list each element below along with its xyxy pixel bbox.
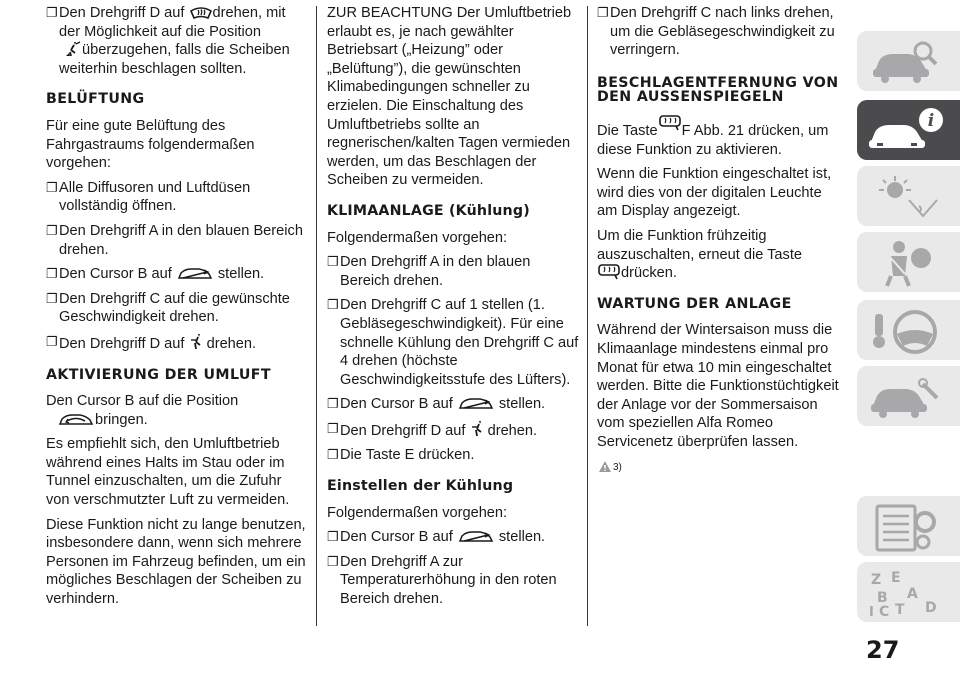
index-letter-t: T: [895, 602, 905, 618]
recirculation-car-icon: [58, 413, 94, 427]
index-letter-b: B: [877, 590, 888, 606]
heading-belueftung: BELÜFTUNG: [46, 91, 145, 108]
list-item: ❐ Den Cursor B auf stellen.: [327, 529, 546, 546]
column-divider-1: [316, 6, 317, 626]
heading-aktivierung-umluft: AKTIVIERUNG DER UMLUFT: [46, 366, 271, 383]
defrost-feet-icon: [65, 41, 81, 57]
list-item: ❐ Den Drehgriff D auf drehen.: [327, 420, 538, 439]
paragraph-wenn-funktion: Wenn die Funktion eingeschaltet ist, wird dies von der digitalen Leuchte am Display angezeigt.: [597, 166, 832, 220]
bullet-box: ❐: [327, 254, 339, 270]
bullet-box: ❐: [46, 333, 58, 349]
bullet-box: ❐: [597, 5, 609, 20]
index-letter-a: A: [907, 586, 918, 602]
list-item: ❐ Den Drehgriff C auf 1 stellen (1. Gebläsegeschwindigkeit). Für eine schnelle Kühlung den Drehgriff C auf 4 drehen (höchste Geschwindigkeitsstufe des Lüfters).: [327, 297, 579, 388]
paragraph-einstellen: Folgendermaßen vorgehen:: [327, 504, 508, 521]
list-item: ❐ Den Drehgriff A in den blauen Bereich drehen.: [46, 222, 303, 258]
list-item: ❐ Den Drehgriff D auf drehen.: [46, 333, 257, 352]
car-info-icon: [865, 106, 949, 156]
bullet-box: ❐: [46, 222, 58, 238]
heading-einstellen-kuehlung: Einstellen der Kühlung: [327, 478, 514, 495]
bullet-box: ❐: [327, 396, 339, 412]
column-2: [327, 4, 579, 615]
paragraph-taste-f: Die Taste F Abb. 21 drücken, um diese Funktion zu aktivieren.: [597, 115, 843, 159]
paragraph-wartung: Während der Wintersaison muss die Klimaanlage mindestens einmal pro Monat für etwa 10 min eingeschaltet werden. Bitte die Funktionstüchtigkeit der Anlage vor der Sommersaison vom speziellen Alfa Romeo Servicenetz überprüfen lassen.: [597, 322, 839, 450]
warning-lights-icon: [865, 172, 945, 222]
paragraph-cursor-position: Den Cursor B auf die Position bringen.: [46, 393, 239, 428]
note-reference: 3): [597, 457, 843, 478]
tab-emergency[interactable]: [857, 366, 960, 426]
heading-beschlagentfernung: BESCHLAGENTFERNUNG VON DEN AUSSENSPIEGELN: [597, 74, 839, 106]
list-item: ❐ Den Cursor B auf stellen.: [46, 266, 265, 283]
alphabetical-index-icon: [865, 568, 949, 620]
fresh-air-car-icon: [458, 530, 494, 544]
list-item: ❐ Die Taste E drücken.: [327, 447, 475, 464]
index-letter-d: D: [925, 600, 937, 616]
mirror-defrost-icon: [598, 264, 620, 280]
index-letter-i: I: [869, 605, 874, 620]
bullet-box: ❐: [46, 290, 58, 306]
warning-triangle-icon: [598, 460, 612, 473]
paragraph-zur-beachtung: ZUR BEACHTUNG Der Umluftbetrieb erlaubt es, je nach gewählter Betriebsart („Heizung” oder „Belüftung”), die gewünschten Klimabedingungen schneller zu erzielen. Die Einschaltung des Umluftbetriebs sollte an regnerischen/kalten Tagen vermieden werden, um das Beschlagen der Scheiben zu vermeiden.: [327, 5, 572, 189]
bullet-box: ❐: [327, 553, 339, 569]
heading-wartung: WARTUNG DER ANLAGE: [597, 295, 792, 312]
list-item: ❐ Den Drehgriff C nach links drehen, um die Gebläsegeschwindigkeit zu verringern.: [597, 5, 835, 59]
windscreen-defrost-icon: [190, 6, 212, 20]
svg-text:i: i: [927, 111, 935, 131]
tab-maintenance[interactable]: [857, 496, 960, 556]
fresh-air-car-icon: [177, 267, 213, 281]
mirror-defrost-icon: [659, 115, 681, 131]
car-breakdown-icon: [865, 372, 945, 422]
paragraph-empfiehlt: Es empfiehlt sich, den Umluftbetrieb während eines Halts im Stau oder im Tunnel einzuschalten, um die Zufuhr von verschmutzter Luft zu vermeiden.: [46, 436, 290, 509]
tab-instruments-info[interactable]: [857, 100, 960, 160]
car-search-icon: [865, 37, 943, 85]
air-to-face-icon: [190, 333, 202, 351]
bullet-box: ❐: [46, 5, 58, 20]
bullet-box: ❐: [46, 266, 58, 282]
page-number: 27: [866, 636, 900, 664]
index-letter-c: C: [879, 604, 890, 620]
bullet-box: ❐: [327, 447, 339, 463]
list-item: ❐ Den Drehgriff C auf die gewünschte Geschwindigkeit drehen.: [46, 290, 290, 326]
tab-warning-lights[interactable]: [857, 166, 960, 226]
heading-klimaanlage: KLIMAANLAGE (Kühlung): [327, 202, 530, 219]
tab-safety[interactable]: [857, 232, 960, 292]
safety-airbag-icon: [865, 238, 945, 288]
maintenance-checklist-icon: [865, 502, 945, 554]
list-item: ❐ Den Drehgriff A zur Temperaturerhöhung in den roten Bereich drehen.: [327, 553, 557, 608]
paragraph-diese-funktion: Diese Funktion nicht zu lange benutzen, insbesondere dann, wenn sich mehrere Personen im Fahrzeug befinden, um ein mögliches Beschlagen der Scheiben zu verhindern.: [46, 516, 306, 608]
bullet-box: ❐: [327, 420, 339, 436]
column-3: [597, 4, 843, 484]
bullet-knob-d-defrost: ❐ Den Drehgriff D auf drehen, mit der Möglichkeit auf die Position überzugehen, falls die Scheiben weiterhin beschlagen sollten.: [46, 5, 290, 77]
bullet-box: ❐: [327, 529, 339, 545]
fresh-air-car-icon: [458, 397, 494, 411]
tab-index[interactable]: [857, 562, 960, 622]
air-to-face-icon: [471, 420, 483, 438]
list-item: ❐ Den Drehgriff A in den blauen Bereich drehen.: [327, 254, 531, 289]
tab-knowing-car[interactable]: [857, 31, 960, 91]
bullet-box: ❐: [46, 179, 58, 195]
list-item: ❐ Alle Diffusoren und Luftdüsen vollständig öffnen.: [46, 179, 251, 215]
bullet-box: ❐: [327, 297, 339, 313]
index-letter-e: E: [891, 570, 901, 586]
list-item: ❐ Den Cursor B auf stellen.: [327, 396, 546, 413]
paragraph-fruehzeitig: Um die Funktion frühzeitig auszuschalten, erneut die Taste drücken.: [597, 227, 802, 282]
steering-wheel-icon: [865, 306, 945, 358]
paragraph-klima: Folgendermaßen vorgehen:: [327, 229, 508, 246]
paragraph-belueftung: Für eine gute Belüftung des Fahrgastraums folgendermaßen vorgehen:: [46, 117, 255, 172]
column-1: [46, 4, 308, 615]
tab-starting-driving[interactable]: [857, 300, 960, 360]
column-divider-2: [587, 6, 588, 626]
index-letter-z: Z: [871, 572, 882, 588]
